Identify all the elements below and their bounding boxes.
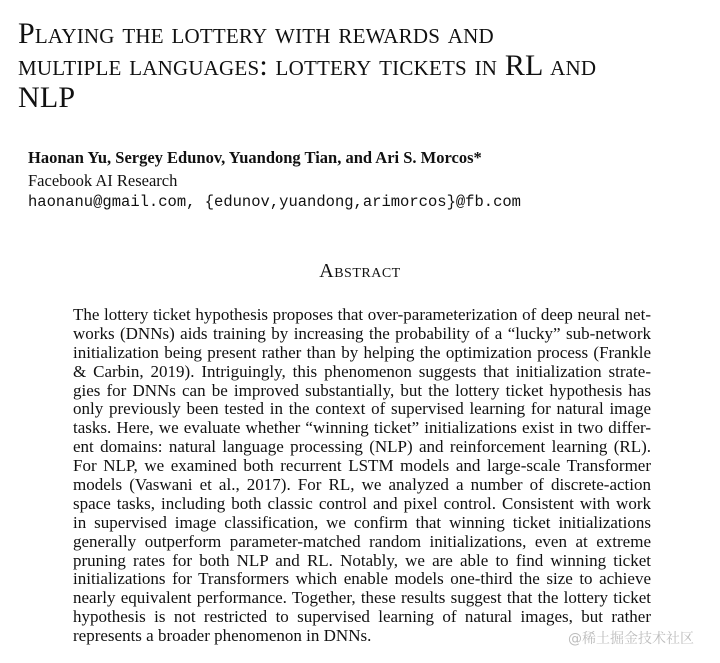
title-line: Playing the lottery with rewards and xyxy=(18,17,494,50)
emails: haonanu@gmail.com, {edunov,yuandong,arimorcos}@fb.com xyxy=(28,193,521,211)
abstract-line: initialization being present rather than by helping the optimization process (Frankle xyxy=(73,342,651,362)
abstract-line: works (DNNs) aids training by increasing the probability of a “lucky” sub-network xyxy=(73,323,651,343)
abstract-line: pruning rates for both NLP and RL. Notably, we are able to find winning ticket xyxy=(73,550,651,570)
abstract-line: hypothesis is not restricted to supervised learning of natural images, but rather xyxy=(73,607,651,627)
abstract-line: nearly equivalent performance. Together, these results suggest that the lottery ticket xyxy=(73,588,651,608)
paper-title xyxy=(18,18,718,114)
abstract-line: models (Vaswani et al., 2017). For RL, we analyzed a number of discrete-action xyxy=(73,475,651,495)
watermark: @稀土掘金技术社区 xyxy=(568,631,694,647)
affiliation: Facebook AI Research xyxy=(28,171,178,190)
abstract-line: ent domains: natural language processing (NLP) and reinforcement learning (RL). xyxy=(73,437,651,457)
abstract-line: space tasks, including both classic control and pixel control. Consistent with work xyxy=(73,493,651,513)
authors: Haonan Yu, Sergey Edunov, Yuandong Tian, and Ari S. Morcos* xyxy=(28,148,482,167)
abstract-line: For NLP, we examined both recurrent LSTM models and large-scale Transformer xyxy=(73,456,651,476)
abstract-line: initializations for Transformers which enable models one-third the size to achieve xyxy=(73,569,651,589)
abstract-line: in supervised image classification, we confirm that winning ticket initializations xyxy=(73,512,651,532)
title-line: NLP xyxy=(18,81,76,114)
abstract-body xyxy=(73,306,651,646)
abstract-line: represents a broader phenomenon in DNNs. xyxy=(73,626,372,646)
abstract-line: & Carbin, 2019). Intriguingly, this phenomenon suggests that initialization strate- xyxy=(73,361,651,381)
title-line: multiple languages: lottery tickets in RL and xyxy=(18,49,597,82)
abstract-heading: Abstract xyxy=(319,260,401,282)
abstract-line: only previously been tested in the context of supervised learning for natural image xyxy=(73,399,651,419)
abstract-line: The lottery ticket hypothesis proposes that over-parameterization of deep neural net- xyxy=(73,305,651,324)
abstract-line: tasks. Here, we evaluate whether “winning ticket” initializations exist in two differ- xyxy=(73,418,651,438)
abstract-line: generally outperform parameter-matched random initializations, even at extreme xyxy=(73,531,651,551)
abstract-line: gies for DNNs can be improved substantially, but the lottery ticket hypothesis has xyxy=(73,380,651,400)
